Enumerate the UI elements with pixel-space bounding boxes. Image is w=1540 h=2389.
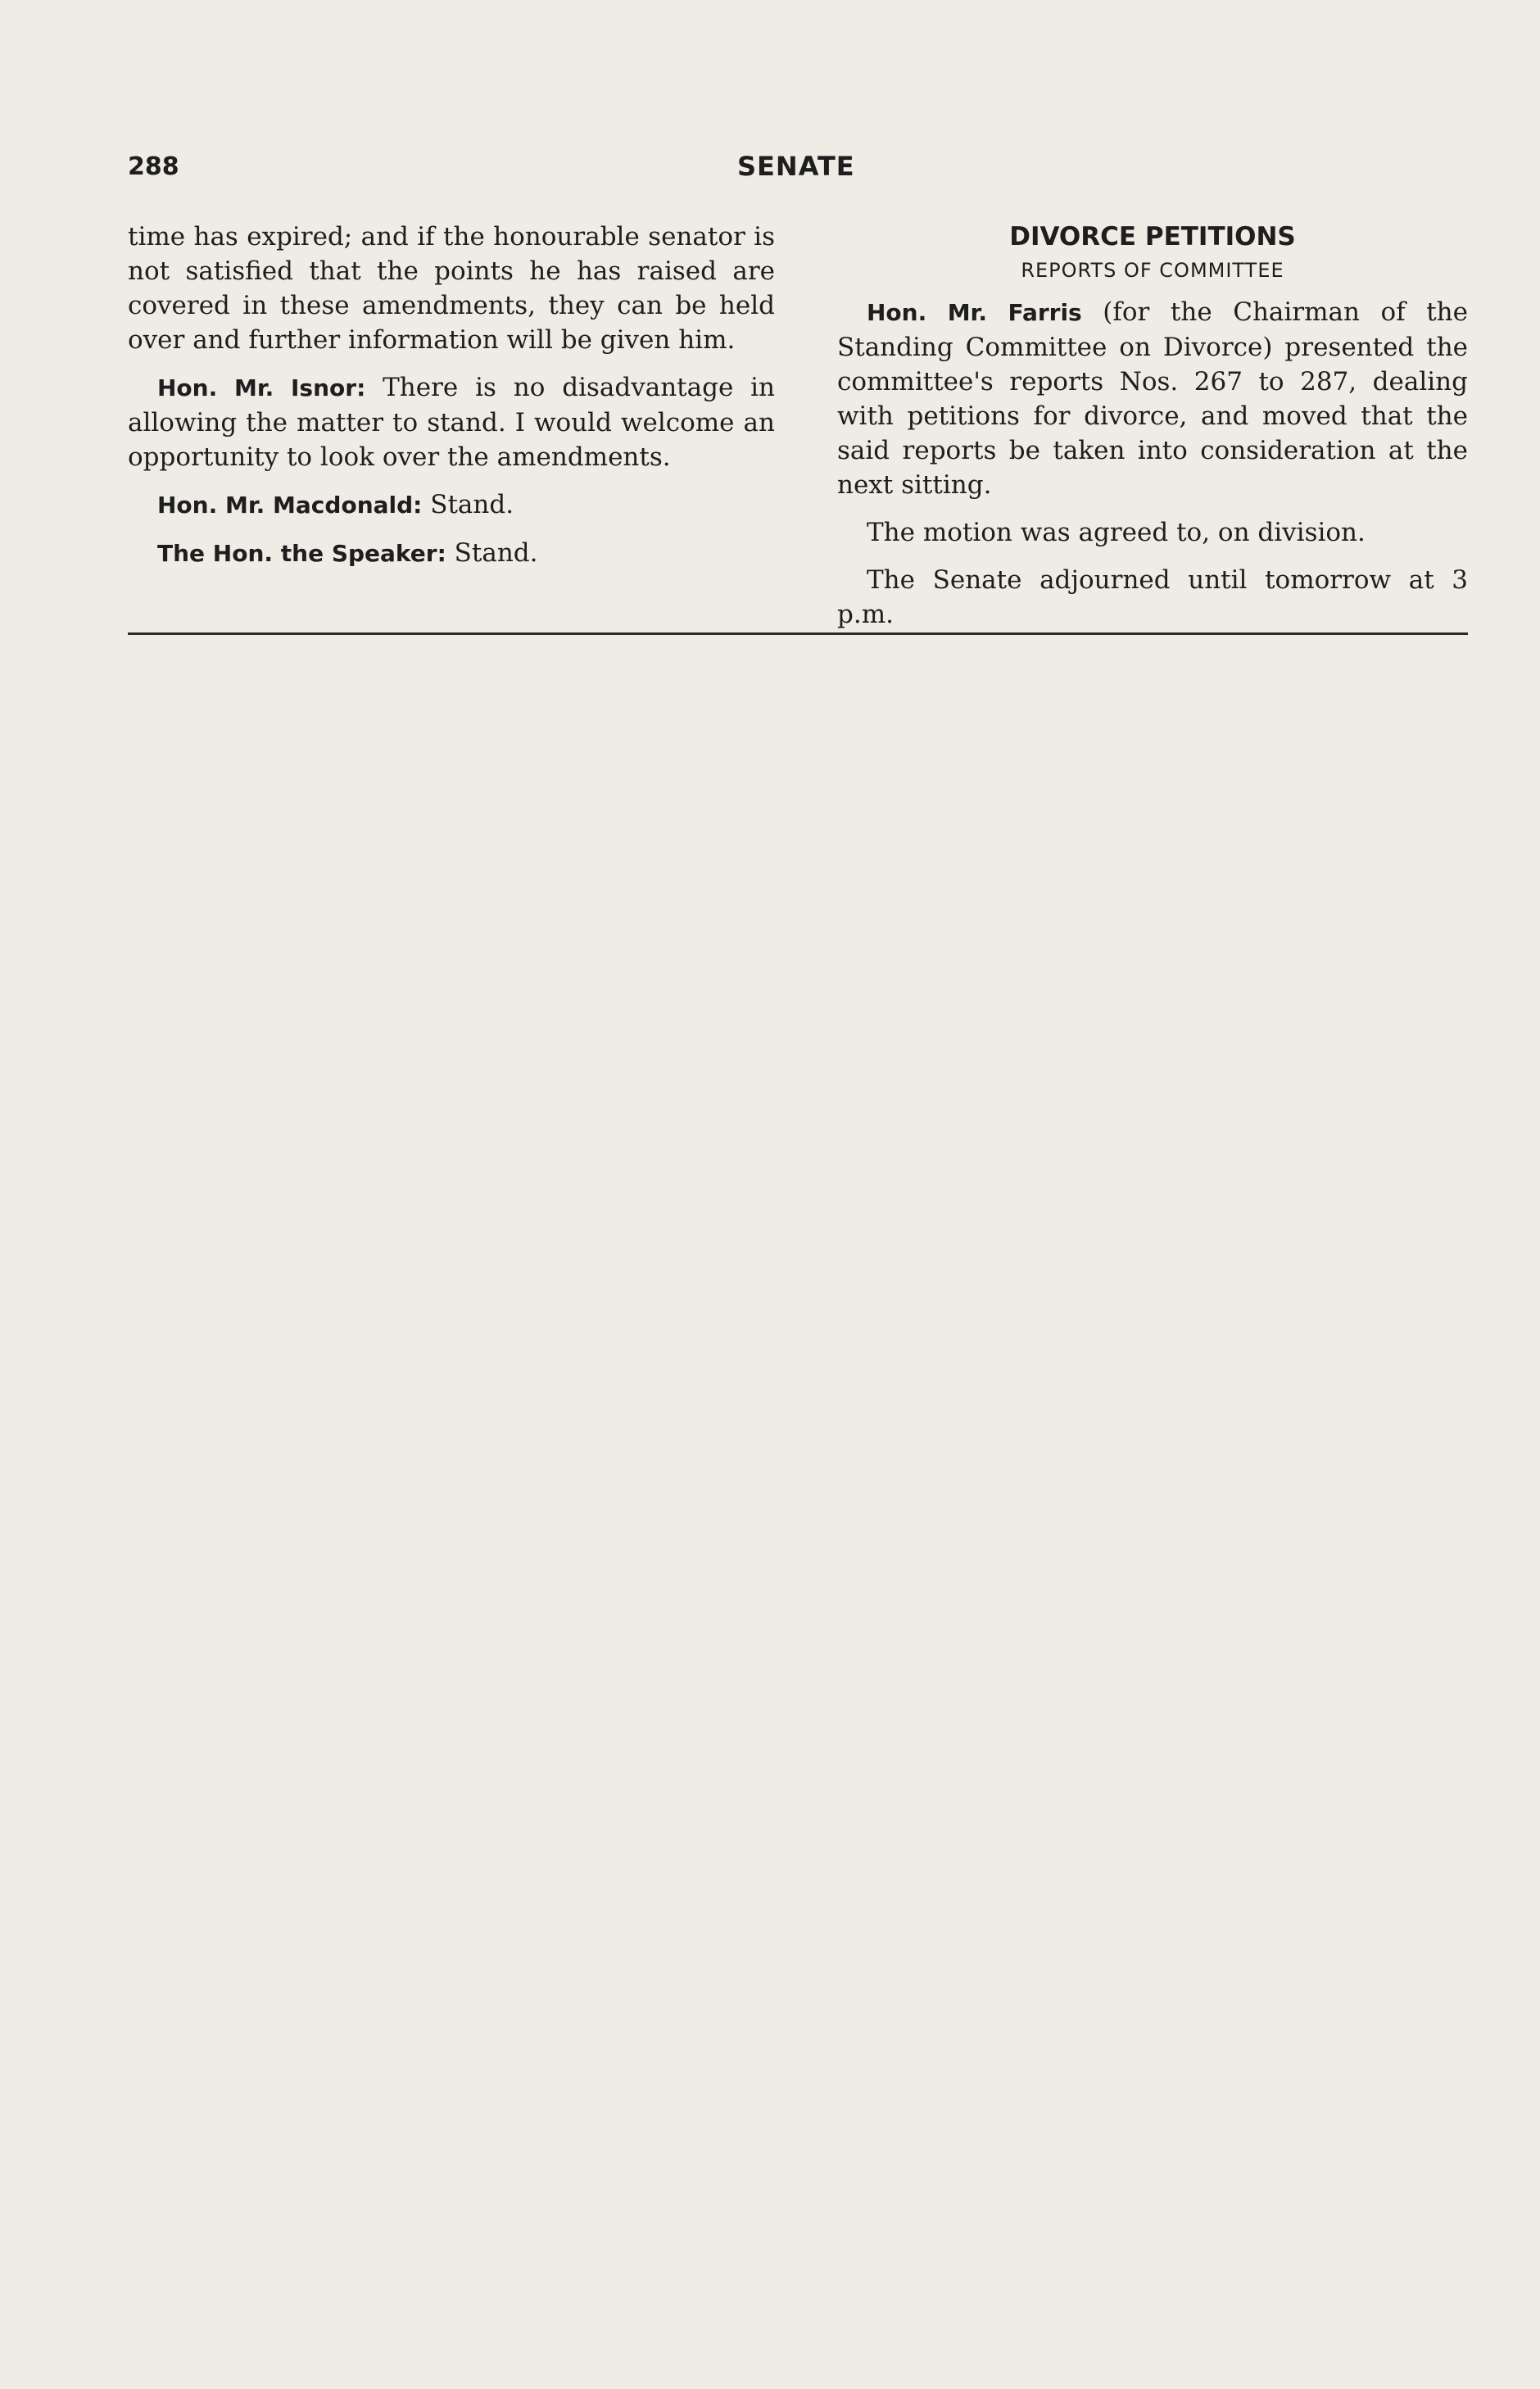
paragraph-adjourned: The Senate adjourned until tomorrow at 3 p.m.	[837, 565, 1468, 629]
speech-text: (for the Chairman of the Standing Committee on Divorce) presented the committee's reports Nos. 267 to 287, dealing with petitions for divorce, and moved that the said reports be taken into consideration at the next sitting.	[837, 297, 1468, 500]
paragraph-farris	[837, 295, 1468, 502]
speaker-name: Hon. Mr. Farris	[867, 299, 1082, 326]
section-title: DIVORCE PETITIONS	[1009, 222, 1296, 252]
paragraph-macdonald	[128, 487, 775, 523]
paragraph-continuation: time has expired; and if the honourable senator is not satisfied that the points he has raised are covered in these amendments, they can be held over and further information will be given him.	[128, 222, 775, 355]
running-head: SENATE	[737, 151, 855, 182]
left-column	[128, 220, 775, 584]
horizontal-rule	[128, 632, 1468, 635]
speech-text: Stand.	[454, 538, 538, 568]
page-number: 288	[128, 152, 179, 181]
speech-text: There is no disadvantage in allowing the matter to stand. I would welcome an opportunity to look over the amendments.	[128, 373, 776, 472]
paragraph-motion: The motion was agreed to, on division.	[867, 518, 1366, 547]
paragraph-speaker	[128, 536, 775, 571]
right-column	[837, 220, 1468, 645]
speaker-name: The Hon. the Speaker:	[157, 540, 446, 567]
speaker-name: Hon. Mr. Macdonald:	[157, 492, 423, 519]
speech-text: Stand.	[430, 490, 514, 519]
speaker-name: Hon. Mr. Isnor:	[157, 374, 366, 401]
paragraph-isnor	[128, 370, 775, 474]
section-subtitle: REPORTS OF COMMITTEE	[1021, 259, 1284, 282]
